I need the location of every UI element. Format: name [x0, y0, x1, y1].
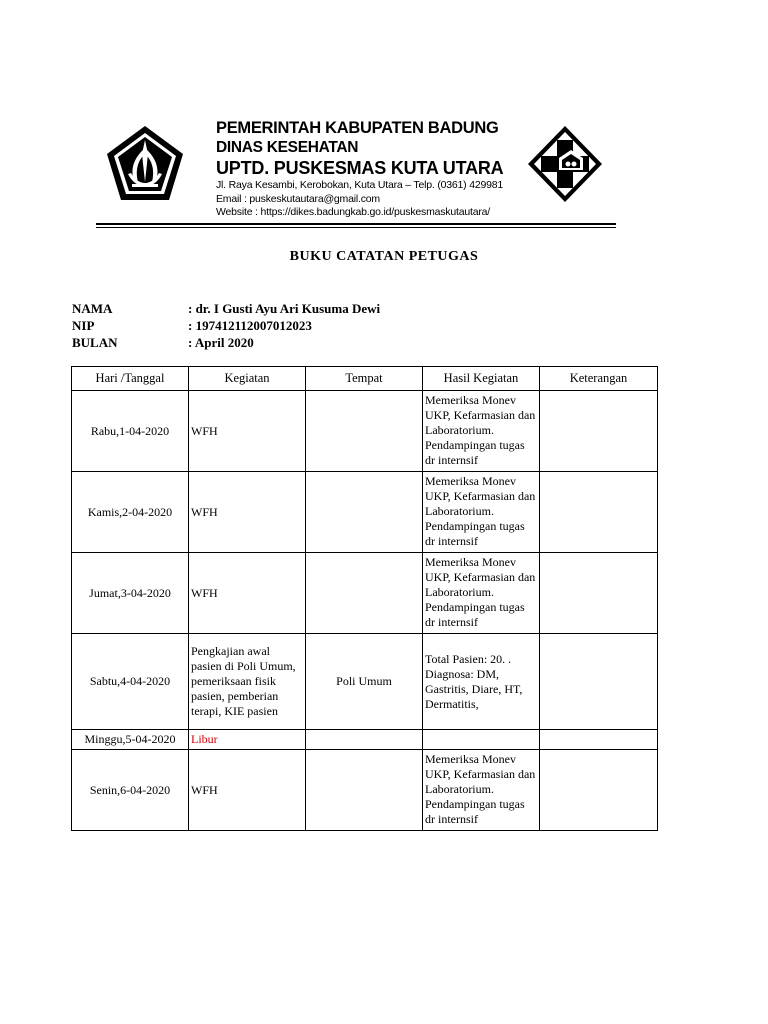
document-title: BUKU CATATAN PETUGAS [289, 249, 479, 264]
cell-place [306, 553, 423, 634]
cell-place [306, 750, 423, 831]
cell-place [306, 472, 423, 553]
cell-day: Minggu,5-04-2020 [72, 730, 189, 750]
table-row [72, 472, 658, 553]
nama-label: NAMA [72, 301, 113, 316]
cell-activity-holiday: Libur [189, 730, 306, 750]
letterhead [96, 112, 616, 230]
meta-row-nama [72, 300, 380, 317]
cell-activity: WFH [189, 750, 306, 831]
address-line: Jl. Raya Kesambi, Kerobokan, Kuta Utara – Telp. (0361) 429981 [216, 179, 504, 191]
cell-result: Memeriksa Monev UKP, Kefarmasian dan Laboratorium. Pendampingan tugas dr internsif [423, 391, 540, 472]
meta-row-nip [72, 317, 380, 334]
header-note: Keterangan [540, 367, 658, 391]
puskesmas-cross-house-logo-icon [526, 124, 604, 204]
cell-activity: Pengkajian awal pasien di Poli Umum, pemeriksaan fisik pasien, pemberian terapi, KIE pasien [189, 634, 306, 730]
bulan-label: BULAN [72, 335, 118, 350]
table-row [72, 391, 658, 472]
cell-note [540, 391, 658, 472]
cell-day: Senin,6-04-2020 [72, 750, 189, 831]
cell-note [540, 750, 658, 831]
cell-activity: WFH [189, 472, 306, 553]
nip-label: NIP [72, 318, 95, 333]
letterhead-text [216, 118, 516, 220]
cell-result: Memeriksa Monev UKP, Kefarmasian dan Laboratorium. Pendampingan tugas dr internsif [423, 553, 540, 634]
government-name: PEMERINTAH KABUPATEN BADUNG [216, 119, 499, 137]
table-row [72, 553, 658, 634]
letterhead-rule-thick [96, 223, 616, 225]
header-activity: Kegiatan [189, 367, 306, 391]
cell-note [540, 553, 658, 634]
institution-name: UPTD. PUSKESMAS KUTA UTARA [216, 158, 504, 178]
meta-row-bulan [72, 334, 380, 351]
letterhead-rule-thin [96, 227, 616, 228]
cell-result: Memeriksa Monev UKP, Kefarmasian dan Laboratorium. Pendampingan tugas dr internsif [423, 472, 540, 553]
table-row [72, 730, 658, 750]
cell-place [306, 730, 423, 750]
cell-note [540, 634, 658, 730]
cell-day: Kamis,2-04-2020 [72, 472, 189, 553]
cell-note [540, 730, 658, 750]
cell-day: Rabu,1-04-2020 [72, 391, 189, 472]
table-header-row [72, 367, 658, 391]
cell-day: Jumat,3-04-2020 [72, 553, 189, 634]
officer-info [72, 300, 380, 351]
cell-day: Sabtu,4-04-2020 [72, 634, 189, 730]
website-line: Website : https://dikes.badungkab.go.id/puskesmaskutautara/ [216, 206, 491, 218]
cell-place: Poli Umum [306, 634, 423, 730]
cell-result: Total Pasien: 20. . Diagnosa: DM, Gastritis, Diare, HT, Dermatitis, [423, 634, 540, 730]
header-result: Hasil Kegiatan [423, 367, 540, 391]
header-place: Tempat [306, 367, 423, 391]
table-row [72, 634, 658, 730]
cell-note [540, 472, 658, 553]
cell-activity: WFH [189, 391, 306, 472]
nip-value: : 197412112007012023 [188, 318, 312, 333]
cell-result [423, 730, 540, 750]
table-row [72, 750, 658, 831]
cell-place [306, 391, 423, 472]
bulan-value: : April 2020 [188, 335, 254, 350]
activity-log-table [71, 366, 658, 831]
email-line: Email : puskeskutautara@gmail.com [216, 192, 380, 205]
header-day: Hari /Tanggal [72, 367, 189, 391]
department-name: DINAS KESEHATAN [216, 139, 359, 156]
cell-result: Memeriksa Monev UKP, Kefarmasian dan Laboratorium. Pendampingan tugas dr internsif [423, 750, 540, 831]
nama-value: : dr. I Gusti Ayu Ari Kusuma Dewi [188, 301, 381, 316]
cell-activity: WFH [189, 553, 306, 634]
badung-regency-emblem-icon [104, 124, 186, 204]
